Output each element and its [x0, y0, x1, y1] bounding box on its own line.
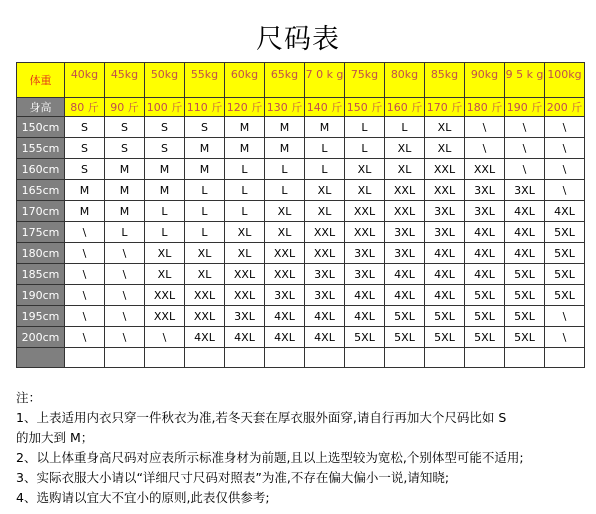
- size-cell: 5XL: [545, 264, 585, 285]
- size-cell: \: [545, 159, 585, 180]
- height-cell: 200cm: [17, 327, 65, 348]
- weight-jin-cell: 90 斤: [105, 98, 145, 117]
- weight-jin-cell: 180 斤: [465, 98, 505, 117]
- height-cell: 170cm: [17, 201, 65, 222]
- height-cell: 160cm: [17, 159, 65, 180]
- size-cell: \: [465, 117, 505, 138]
- size-cell: 5XL: [545, 243, 585, 264]
- size-cell: S: [185, 117, 225, 138]
- size-cell: 5XL: [505, 306, 545, 327]
- table-row: [17, 285, 585, 306]
- size-cell: \: [465, 138, 505, 159]
- height-cell: 150cm: [17, 117, 65, 138]
- size-cell: XL: [345, 180, 385, 201]
- size-cell: \: [545, 138, 585, 159]
- empty-cell: [185, 348, 225, 368]
- size-cell: \: [65, 243, 105, 264]
- height-cell: 180cm: [17, 243, 65, 264]
- weight-kg-cell: 7 0 k g: [305, 63, 345, 98]
- empty-cell: [385, 348, 425, 368]
- size-cell: XL: [345, 159, 385, 180]
- size-cell: 5XL: [545, 285, 585, 306]
- size-cell: \: [505, 159, 545, 180]
- size-cell: XXL: [305, 222, 345, 243]
- size-cell: M: [225, 138, 265, 159]
- size-cell: 4XL: [465, 243, 505, 264]
- weight-kg-cell: 85kg: [425, 63, 465, 98]
- size-cell: \: [105, 264, 145, 285]
- size-cell: XL: [425, 138, 465, 159]
- weight-kg-cell: 80kg: [385, 63, 425, 98]
- size-cell: XL: [145, 243, 185, 264]
- size-cell: 4XL: [465, 222, 505, 243]
- table-row: [17, 327, 585, 348]
- weight-jin-row: [17, 98, 585, 117]
- height-cell: 195cm: [17, 306, 65, 327]
- size-cell: 3XL: [305, 264, 345, 285]
- page-title: 尺码表: [256, 24, 340, 55]
- weight-jin-cell: 130 斤: [265, 98, 305, 117]
- table-row: [17, 138, 585, 159]
- size-cell: \: [105, 285, 145, 306]
- height-cell: 175cm: [17, 222, 65, 243]
- size-cell: L: [305, 138, 345, 159]
- size-cell: L: [185, 201, 225, 222]
- note-line: 3、实际衣服大小请以“详细尺寸尺码对照表”为准,不存在偏大偏小一说,请知晓;: [16, 470, 450, 485]
- size-cell: XXL: [225, 264, 265, 285]
- empty-cell: [465, 348, 505, 368]
- size-cell: L: [265, 159, 305, 180]
- size-cell: L: [145, 222, 185, 243]
- size-cell: XL: [185, 264, 225, 285]
- size-cell: 3XL: [465, 201, 505, 222]
- weight-kg-cell: 75kg: [345, 63, 385, 98]
- size-cell: \: [65, 327, 105, 348]
- size-cell: XXL: [425, 180, 465, 201]
- size-cell: XL: [265, 201, 305, 222]
- size-cell: \: [65, 264, 105, 285]
- table-row: [17, 264, 585, 285]
- size-cell: XL: [305, 201, 345, 222]
- size-cell: XXL: [345, 201, 385, 222]
- size-cell: M: [65, 201, 105, 222]
- size-cell: 3XL: [305, 285, 345, 306]
- empty-row: [17, 348, 585, 368]
- empty-cell: [145, 348, 185, 368]
- size-cell: M: [265, 138, 305, 159]
- size-cell: S: [65, 138, 105, 159]
- size-cell: XXL: [185, 306, 225, 327]
- size-cell: L: [145, 201, 185, 222]
- table-row: [17, 117, 585, 138]
- size-cell: 3XL: [465, 180, 505, 201]
- size-cell: 5XL: [385, 327, 425, 348]
- size-cell: 4XL: [505, 201, 545, 222]
- table-row: [17, 243, 585, 264]
- size-cell: 5XL: [545, 222, 585, 243]
- weight-kg-cell: 100kg: [545, 63, 585, 98]
- size-cell: S: [105, 138, 145, 159]
- size-cell: 4XL: [505, 243, 545, 264]
- note-line: 1、上表适用内衣只穿一件秋衣为准,若冬天套在厚衣服外面穿,请自行再加大个尺码比如 S: [16, 410, 507, 425]
- size-cell: \: [545, 327, 585, 348]
- size-cell: 4XL: [305, 306, 345, 327]
- size-cell: XXL: [465, 159, 505, 180]
- size-cell: XXL: [265, 243, 305, 264]
- size-cell: 5XL: [505, 327, 545, 348]
- size-cell: XXL: [345, 222, 385, 243]
- weight-jin-cell: 140 斤: [305, 98, 345, 117]
- weight-jin-cell: 120 斤: [225, 98, 265, 117]
- size-chart-table: [16, 62, 585, 368]
- size-cell: 4XL: [265, 327, 305, 348]
- size-cell: 5XL: [465, 285, 505, 306]
- size-cell: 4XL: [425, 264, 465, 285]
- size-cell: 5XL: [505, 285, 545, 306]
- size-cell: \: [545, 180, 585, 201]
- size-cell: XXL: [385, 180, 425, 201]
- size-cell: M: [145, 180, 185, 201]
- size-cell: 4XL: [345, 285, 385, 306]
- weight-kg-cell: 60kg: [225, 63, 265, 98]
- size-cell: 4XL: [545, 201, 585, 222]
- size-cell: L: [225, 201, 265, 222]
- size-cell: 5XL: [345, 327, 385, 348]
- size-cell: 5XL: [385, 306, 425, 327]
- size-cell: XXL: [425, 159, 465, 180]
- size-cell: S: [65, 159, 105, 180]
- size-cell: 3XL: [505, 180, 545, 201]
- size-cell: 4XL: [225, 327, 265, 348]
- size-cell: \: [545, 306, 585, 327]
- size-cell: L: [305, 159, 345, 180]
- size-cell: XXL: [225, 285, 265, 306]
- size-cell: XL: [385, 159, 425, 180]
- size-cell: XL: [385, 138, 425, 159]
- size-cell: 4XL: [385, 285, 425, 306]
- size-cell: 3XL: [425, 201, 465, 222]
- weight-jin-cell: 150 斤: [345, 98, 385, 117]
- empty-cell: [425, 348, 465, 368]
- size-cell: 4XL: [505, 222, 545, 243]
- size-cell: \: [105, 327, 145, 348]
- size-cell: XL: [225, 222, 265, 243]
- size-cell: 5XL: [425, 327, 465, 348]
- size-cell: 4XL: [185, 327, 225, 348]
- size-cell: 4XL: [465, 264, 505, 285]
- empty-cell: [545, 348, 585, 368]
- size-cell: S: [105, 117, 145, 138]
- size-cell: 3XL: [385, 222, 425, 243]
- note-line: 4、选购请以宜大不宜小的原则,此表仅供参考;: [16, 490, 270, 505]
- size-cell: 3XL: [385, 243, 425, 264]
- size-cell: XL: [425, 117, 465, 138]
- weight-kg-cell: 90kg: [465, 63, 505, 98]
- weight-jin-cell: 170 斤: [425, 98, 465, 117]
- weight-kg-cell: 9 5 k g: [505, 63, 545, 98]
- size-cell: 4XL: [305, 327, 345, 348]
- size-cell: \: [545, 117, 585, 138]
- height-cell: 155cm: [17, 138, 65, 159]
- size-cell: M: [105, 159, 145, 180]
- size-cell: 3XL: [265, 285, 305, 306]
- size-cell: L: [185, 222, 225, 243]
- size-cell: M: [185, 159, 225, 180]
- size-cell: L: [345, 138, 385, 159]
- weight-kg-cell: 45kg: [105, 63, 145, 98]
- size-cell: \: [65, 285, 105, 306]
- size-cell: \: [105, 306, 145, 327]
- weight-header: 体重: [17, 63, 65, 98]
- size-cell: 5XL: [465, 327, 505, 348]
- size-cell: 4XL: [385, 264, 425, 285]
- empty-cell: [105, 348, 145, 368]
- size-cell: 3XL: [425, 222, 465, 243]
- size-cell: M: [105, 180, 145, 201]
- weight-kg-cell: 65kg: [265, 63, 305, 98]
- size-cell: M: [145, 159, 185, 180]
- size-cell: L: [385, 117, 425, 138]
- note-line: 的加大到 M；: [16, 430, 94, 445]
- size-cell: L: [225, 159, 265, 180]
- size-cell: XXL: [145, 285, 185, 306]
- height-cell: 190cm: [17, 285, 65, 306]
- size-cell: 3XL: [345, 264, 385, 285]
- size-cell: 3XL: [225, 306, 265, 327]
- size-cell: XL: [225, 243, 265, 264]
- size-cell: 3XL: [345, 243, 385, 264]
- size-cell: XL: [145, 264, 185, 285]
- size-cell: M: [185, 138, 225, 159]
- table-row: [17, 306, 585, 327]
- empty-cell: [225, 348, 265, 368]
- empty-cell: [17, 348, 65, 368]
- size-cell: M: [105, 201, 145, 222]
- empty-cell: [265, 348, 305, 368]
- height-cell: 185cm: [17, 264, 65, 285]
- table-row: [17, 201, 585, 222]
- size-cell: \: [505, 138, 545, 159]
- size-cell: L: [265, 180, 305, 201]
- size-cell: XL: [305, 180, 345, 201]
- size-cell: XXL: [385, 201, 425, 222]
- empty-cell: [65, 348, 105, 368]
- size-cell: M: [225, 117, 265, 138]
- weight-kg-cell: 55kg: [185, 63, 225, 98]
- height-cell: 165cm: [17, 180, 65, 201]
- size-cell: \: [65, 306, 105, 327]
- note-line: 注：: [16, 390, 42, 405]
- weight-kg-cell: 40kg: [65, 63, 105, 98]
- size-cell: L: [185, 180, 225, 201]
- weight-jin-cell: 160 斤: [385, 98, 425, 117]
- weight-jin-cell: 190 斤: [505, 98, 545, 117]
- table-row: [17, 222, 585, 243]
- notes: [16, 388, 594, 508]
- size-cell: XXL: [305, 243, 345, 264]
- table-row: [17, 159, 585, 180]
- size-cell: \: [65, 222, 105, 243]
- size-cell: \: [505, 117, 545, 138]
- weight-jin-cell: 80 斤: [65, 98, 105, 117]
- weight-kg-row: [17, 63, 585, 98]
- size-cell: S: [145, 138, 185, 159]
- weight-jin-cell: 200 斤: [545, 98, 585, 117]
- size-cell: XXL: [265, 264, 305, 285]
- size-cell: \: [145, 327, 185, 348]
- table-row: [17, 180, 585, 201]
- size-cell: \: [105, 243, 145, 264]
- size-cell: L: [105, 222, 145, 243]
- size-cell: M: [305, 117, 345, 138]
- size-cell: 4XL: [425, 285, 465, 306]
- empty-cell: [305, 348, 345, 368]
- size-cell: S: [65, 117, 105, 138]
- size-cell: 5XL: [465, 306, 505, 327]
- size-cell: M: [265, 117, 305, 138]
- note-line: 2、以上体重身高尺码对应表所示标准身材为前题,且以上选型较为宽松,个别体型可能不适用;: [16, 450, 524, 465]
- empty-cell: [345, 348, 385, 368]
- size-cell: S: [145, 117, 185, 138]
- size-cell: 4XL: [425, 243, 465, 264]
- weight-kg-cell: 50kg: [145, 63, 185, 98]
- height-header: 身高: [17, 98, 65, 117]
- size-cell: 5XL: [505, 264, 545, 285]
- size-cell: 4XL: [265, 306, 305, 327]
- weight-jin-cell: 100 斤: [145, 98, 185, 117]
- size-cell: XXL: [145, 306, 185, 327]
- size-cell: 4XL: [345, 306, 385, 327]
- weight-jin-cell: 110 斤: [185, 98, 225, 117]
- size-cell: XL: [265, 222, 305, 243]
- size-cell: XXL: [185, 285, 225, 306]
- size-cell: 5XL: [425, 306, 465, 327]
- size-cell: M: [65, 180, 105, 201]
- empty-cell: [505, 348, 545, 368]
- size-cell: L: [225, 180, 265, 201]
- size-cell: XL: [185, 243, 225, 264]
- size-cell: L: [345, 117, 385, 138]
